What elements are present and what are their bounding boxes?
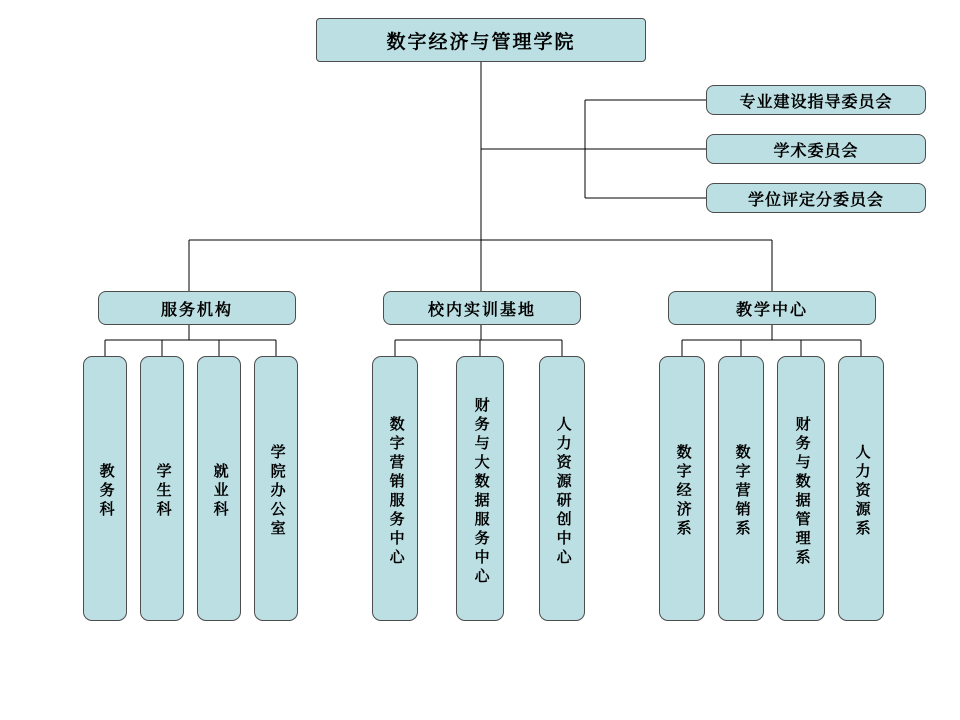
node-group-service-label: 服务机构 bbox=[160, 301, 233, 319]
node-group-training-base[interactable] bbox=[383, 291, 581, 325]
node-leaf-finance-data-mgmt-dept[interactable] bbox=[777, 356, 825, 621]
node-leaf-hr-innovation-center[interactable] bbox=[539, 356, 585, 621]
node-group-training-base-label: 校内实训基地 bbox=[427, 301, 536, 319]
node-group-service[interactable] bbox=[98, 291, 296, 325]
node-committee-academic[interactable] bbox=[706, 134, 926, 164]
node-leaf-digital-economy-dept[interactable] bbox=[659, 356, 705, 621]
node-leaf-finance-bigdata-center-label: 财务与大数据服务中心 bbox=[472, 396, 489, 587]
node-committee-academic-label: 学术委员会 bbox=[773, 142, 859, 160]
node-leaf-employment-label: 就业科 bbox=[211, 463, 228, 520]
node-leaf-digital-marketing-dept[interactable] bbox=[718, 356, 764, 621]
node-group-teaching-center-label: 教学中心 bbox=[735, 301, 808, 319]
node-leaf-finance-bigdata-center[interactable] bbox=[456, 356, 504, 621]
node-root[interactable] bbox=[316, 18, 646, 62]
node-group-teaching-center[interactable] bbox=[668, 291, 876, 325]
node-leaf-student-affairs[interactable] bbox=[140, 356, 184, 621]
node-committee-degree-label: 学位评定分委员会 bbox=[747, 191, 884, 209]
node-leaf-digital-economy-dept-label: 数字经济系 bbox=[674, 444, 691, 539]
node-leaf-hr-dept[interactable] bbox=[838, 356, 884, 621]
node-leaf-college-office[interactable] bbox=[254, 356, 298, 621]
node-leaf-employment[interactable] bbox=[197, 356, 241, 621]
node-leaf-academic-affairs[interactable] bbox=[83, 356, 127, 621]
node-committee-degree[interactable] bbox=[706, 183, 926, 213]
node-leaf-finance-data-mgmt-dept-label: 财务与数据管理系 bbox=[793, 415, 810, 568]
node-committee-professional-label: 专业建设指导委员会 bbox=[739, 93, 893, 111]
node-leaf-digital-marketing-dept-label: 数字营销系 bbox=[733, 444, 750, 539]
node-committee-professional[interactable] bbox=[706, 85, 926, 115]
node-leaf-student-affairs-label: 学生科 bbox=[154, 463, 171, 520]
node-leaf-hr-dept-label: 人力资源系 bbox=[853, 444, 870, 539]
node-leaf-digital-marketing-center-label: 数字营销服务中心 bbox=[387, 415, 404, 568]
node-leaf-college-office-label: 学院办公室 bbox=[268, 444, 285, 539]
node-root-label: 数字经济与管理学院 bbox=[386, 31, 576, 53]
node-leaf-academic-affairs-label: 教务科 bbox=[97, 463, 114, 520]
node-leaf-hr-innovation-center-label: 人力资源研创中心 bbox=[554, 415, 571, 568]
node-leaf-digital-marketing-center[interactable] bbox=[372, 356, 418, 621]
